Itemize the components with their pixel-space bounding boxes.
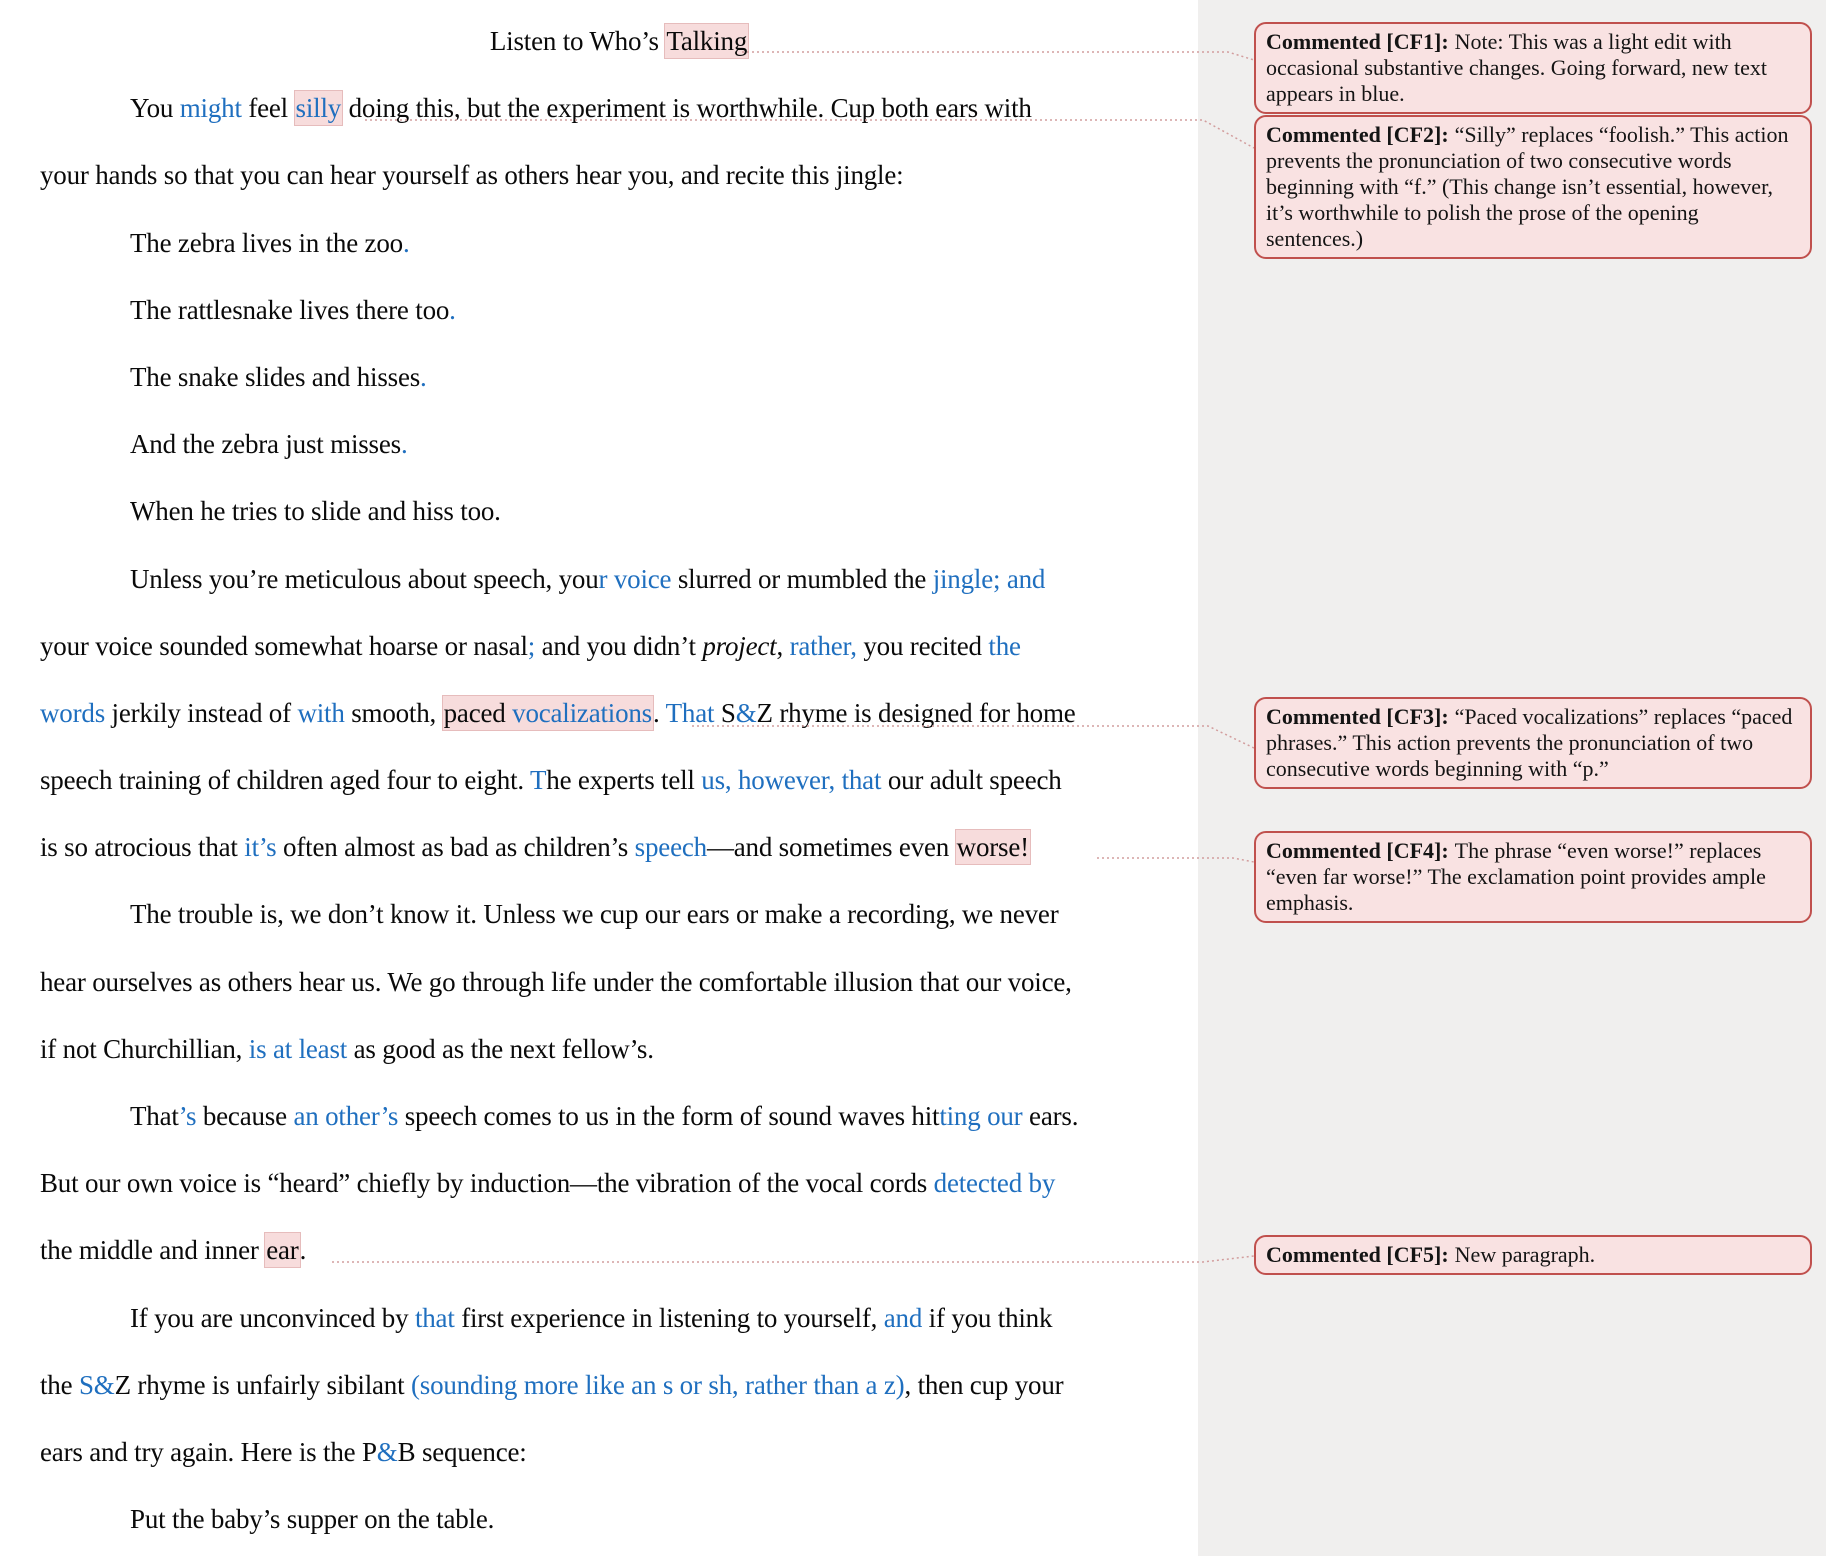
comment-cf4[interactable] bbox=[1254, 831, 1812, 923]
inserted-text: an other’s bbox=[293, 1101, 399, 1131]
inserted-text: T bbox=[530, 765, 547, 796]
text-segment: paced bbox=[443, 697, 513, 728]
inserted-text: and bbox=[883, 1302, 923, 1333]
text-segment: The rattlesnake lives there too bbox=[130, 294, 450, 325]
comment-cf2-label: Commented [CF2]: bbox=[1266, 122, 1449, 147]
text-segment: speech training of children aged four to eight. bbox=[40, 765, 530, 796]
text-segment: the middle and inner bbox=[40, 1235, 266, 1266]
text-segment: slurred or mumbled the bbox=[671, 563, 933, 594]
inserted-text: & bbox=[376, 1436, 398, 1467]
inserted-text: S& bbox=[78, 1369, 115, 1400]
text-segment: and you didn’t bbox=[535, 630, 703, 661]
inserted-text: ; bbox=[527, 630, 536, 661]
text-segment: If you are unconvinced by bbox=[130, 1302, 415, 1333]
text-segment: That bbox=[130, 1101, 179, 1131]
text-segment: smooth, bbox=[344, 697, 443, 728]
inserted-text: That bbox=[665, 697, 715, 728]
comment-cf3[interactable] bbox=[1254, 697, 1812, 789]
document-text bbox=[40, 8, 1198, 1553]
text-segment: Put the baby’s supper on the table. bbox=[130, 1504, 495, 1535]
doc-line[interactable] bbox=[40, 411, 1198, 478]
text-segment: if not Churchillian, bbox=[40, 1033, 249, 1064]
text-segment: . bbox=[653, 697, 666, 728]
text-segment: Z rhyme is unfairly sibilant bbox=[114, 1369, 411, 1400]
inserted-text: it’s bbox=[244, 832, 277, 863]
text-segment: The snake slides and hisses bbox=[130, 361, 421, 392]
doc-line[interactable] bbox=[40, 949, 1198, 1016]
inserted-text: & bbox=[735, 697, 757, 728]
doc-line[interactable] bbox=[40, 1150, 1198, 1217]
inserted-text: words bbox=[40, 697, 105, 728]
comment-cf1[interactable] bbox=[1254, 22, 1812, 114]
text-segment: because bbox=[196, 1101, 294, 1131]
inserted-text: . bbox=[449, 294, 456, 325]
doc-line[interactable] bbox=[40, 1419, 1198, 1486]
inserted-text: detected by bbox=[933, 1168, 1056, 1199]
inserted-text: is at least bbox=[248, 1033, 348, 1064]
doc-line[interactable] bbox=[40, 1016, 1198, 1083]
text-segment: hear ourselves as others hear us. We go through life under the comfortable illusion that our voice, bbox=[40, 966, 1072, 997]
inserted-text: speech bbox=[634, 832, 707, 863]
comment-cf5-label: Commented [CF5]: bbox=[1266, 1242, 1449, 1267]
inserted-text: us, however, that bbox=[701, 765, 882, 796]
commented-text-anchor[interactable] bbox=[443, 696, 653, 730]
text-segment: You bbox=[130, 93, 180, 124]
text-segment: our adult speech bbox=[881, 765, 1062, 796]
text-segment: doing this, but the experiment is worthwhile. Cup both ears with bbox=[342, 93, 1032, 124]
comment-cf4-label: Commented [CF4]: bbox=[1266, 838, 1449, 863]
text-segment: Unless you’re meticulous about speech, you bbox=[130, 563, 599, 594]
text-segment: —and sometimes even bbox=[706, 832, 956, 863]
document-title[interactable] bbox=[40, 8, 1198, 75]
doc-line[interactable] bbox=[40, 478, 1198, 545]
text-segment: The trouble is, we don’t know it. Unless we cup our ears or make a recording, we never bbox=[130, 899, 1059, 930]
commented-text-anchor[interactable] bbox=[665, 24, 748, 58]
text-segment: But our own voice is “heard” chiefly by induction—the vibration of the vocal cords bbox=[40, 1168, 934, 1199]
doc-line[interactable] bbox=[40, 680, 1198, 747]
doc-line[interactable] bbox=[40, 613, 1198, 680]
doc-line[interactable] bbox=[40, 1083, 1198, 1150]
inserted-text: that bbox=[414, 1302, 455, 1333]
inserted-text: r voice bbox=[598, 563, 672, 594]
inserted-text: ting our bbox=[939, 1101, 1023, 1131]
text-segment: often almost as bad as children’s bbox=[276, 832, 635, 863]
text-segment: ears. bbox=[1022, 1101, 1079, 1131]
doc-line[interactable] bbox=[40, 210, 1198, 277]
inserted-text: vocalizations bbox=[512, 697, 652, 728]
text-segment: as good as the next fellow’s. bbox=[347, 1033, 654, 1064]
doc-line[interactable] bbox=[40, 881, 1198, 948]
text-segment: your hands so that you can hear yourself as others hear you, and recite this jingle: bbox=[40, 160, 904, 191]
commented-text-anchor[interactable] bbox=[956, 830, 1030, 864]
inserted-text: (sounding more like an s or sh, rather than a z) bbox=[410, 1369, 905, 1400]
inserted-text: rather, bbox=[789, 630, 857, 661]
text-segment: Talking bbox=[666, 26, 748, 56]
commented-text-anchor[interactable] bbox=[295, 91, 343, 125]
doc-line[interactable] bbox=[40, 142, 1198, 209]
text-segment: speech comes to us in the form of sound waves hit bbox=[398, 1101, 940, 1131]
inserted-text: . bbox=[402, 227, 410, 258]
comment-cf5-text: New paragraph. bbox=[1454, 1242, 1596, 1267]
text-segment: worse! bbox=[956, 832, 1029, 863]
inserted-text: the bbox=[988, 630, 1021, 661]
text-segment: is so atrocious that bbox=[40, 832, 245, 863]
doc-line[interactable] bbox=[40, 1285, 1198, 1352]
text-segment: ear bbox=[266, 1235, 299, 1266]
doc-line[interactable] bbox=[40, 344, 1198, 411]
doc-line[interactable] bbox=[40, 1217, 1198, 1284]
text-segment: Z rhyme is designed for home bbox=[756, 697, 1076, 728]
inserted-text: with bbox=[297, 697, 345, 728]
text-segment: he experts tell bbox=[546, 765, 702, 796]
text-segment: first experience in listening to yourself, bbox=[454, 1302, 884, 1333]
text-segment: ears and try again. Here is the P bbox=[40, 1436, 377, 1467]
text-segment: S bbox=[714, 697, 736, 728]
doc-line[interactable] bbox=[40, 814, 1198, 881]
comment-cf3-label: Commented [CF3]: bbox=[1266, 704, 1449, 729]
doc-line[interactable] bbox=[40, 1352, 1198, 1419]
comment-cf3-text: “Paced vocalizations” replaces “paced phrases.” This action prevents the pronunciation of two consecutive words beginning with “p.” bbox=[1266, 704, 1793, 781]
inserted-text: might bbox=[179, 93, 242, 124]
doc-line[interactable] bbox=[40, 277, 1198, 344]
text-segment: When he tries to slide and hiss too. bbox=[130, 496, 501, 527]
comment-cf5[interactable] bbox=[1254, 1235, 1812, 1275]
text-segment: And the zebra just misses bbox=[130, 429, 401, 460]
text-segment: The zebra lives in the zoo bbox=[130, 227, 403, 258]
text-segment: B sequence: bbox=[397, 1436, 527, 1467]
comment-cf4-text: The phrase “even worse!” replaces “even far worse!” The exclamation point provides ample emphasis. bbox=[1266, 838, 1766, 915]
text-segment: , then cup your bbox=[904, 1369, 1064, 1400]
inserted-text: jingle; and bbox=[932, 563, 1046, 594]
text-segment: jerkily instead of bbox=[105, 697, 298, 728]
text-segment: , bbox=[776, 630, 790, 661]
text-segment: Listen to Who’s bbox=[489, 26, 666, 56]
inserted-text: silly bbox=[295, 93, 342, 124]
inserted-text: ’s bbox=[178, 1101, 197, 1131]
text-segment: your voice sounded somewhat hoarse or nasal bbox=[40, 630, 528, 661]
comment-cf2[interactable] bbox=[1254, 115, 1812, 259]
text-segment: . bbox=[299, 1235, 307, 1266]
doc-line[interactable] bbox=[40, 75, 1198, 142]
text-segment: if you think bbox=[922, 1302, 1053, 1333]
text-segment: the bbox=[40, 1369, 79, 1400]
text-segment: you recited bbox=[856, 630, 989, 661]
inserted-text: . bbox=[420, 361, 427, 392]
commented-text-anchor[interactable] bbox=[265, 1233, 299, 1267]
comment-cf2-text: “Silly” replaces “foolish.” This action prevents the pronunciation of two consecutive words beginning with “f.” (This change isn’t essential, however, it’s worthwhile to polish the prose of the opening sentences.) bbox=[1266, 122, 1789, 251]
inserted-text: . bbox=[400, 429, 408, 460]
doc-line[interactable] bbox=[40, 747, 1198, 814]
comment-cf1-label: Commented [CF1]: bbox=[1266, 29, 1449, 54]
comment-cf1-text: Note: This was a light edit with occasional substantive changes. Going forward, new text appears in blue. bbox=[1266, 29, 1767, 106]
text-segment: project bbox=[702, 630, 777, 661]
doc-line[interactable] bbox=[40, 1486, 1198, 1553]
text-segment: feel bbox=[241, 93, 295, 124]
doc-line[interactable] bbox=[40, 546, 1198, 613]
